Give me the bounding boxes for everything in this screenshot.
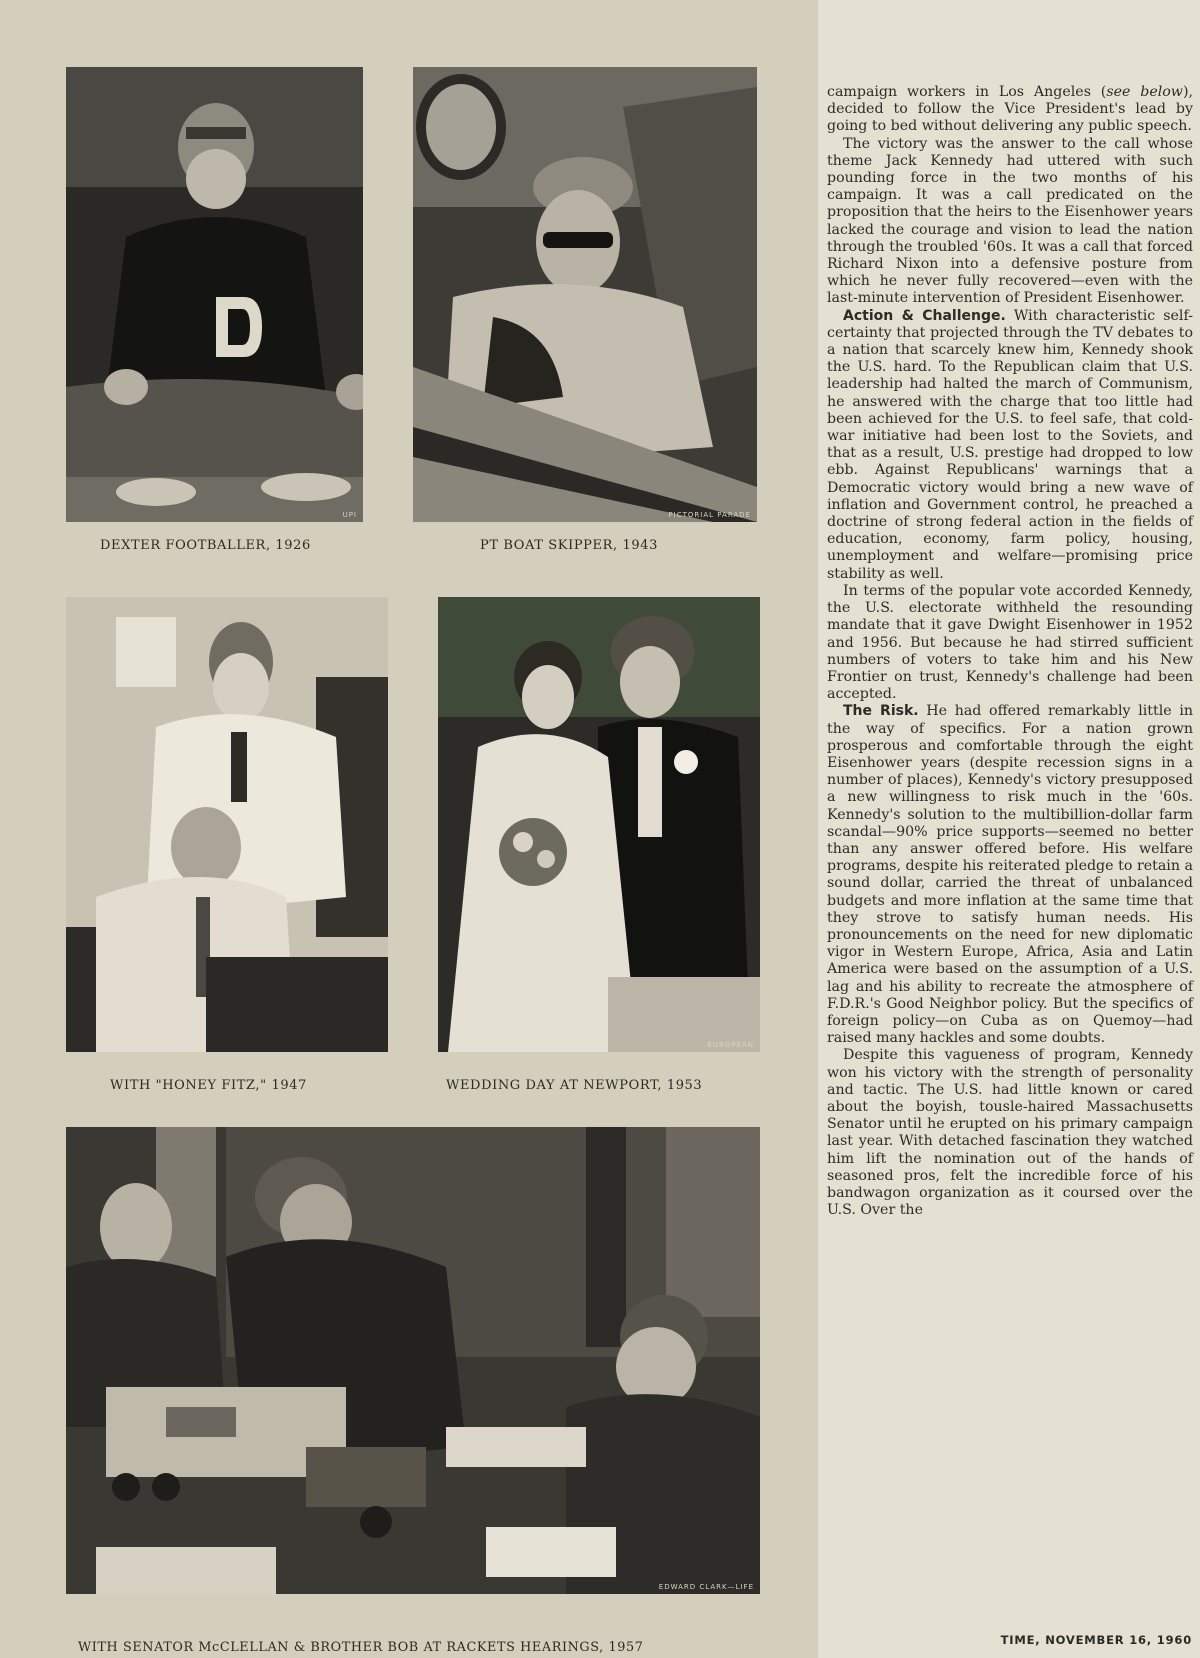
article-paragraph: campaign workers in Los Angeles (see below), decided to follow the Vice President's lead by going to bed without delivering any public speech. (827, 84, 1193, 135)
article-paragraph: In terms of the popular vote accorded Kennedy, the U.S. electorate withheld the resounding mandate that it gave Dwight Eisenhower in 1952 and 1956. But because he had stirred sufficient numbers of voters to take him and his New Frontier on trust, Kennedy's challenge had been accepted. (827, 582, 1193, 703)
caption-pt-boat-skipper: PT BOAT SKIPPER, 1943 (480, 538, 658, 553)
article-paragraph: Despite this vagueness of program, Kennedy won his victory with the strength of personality and tactic. The U.S. had little known or cared about the boyish, tousle-haired Massachusetts Senator until he erupted on his primary campaign last year. With detached fascination they watched him lift the nomination out of the hands of seasoned pros, felt the incredible force of his bandwagon organization as it coursed over the U.S. Over the (827, 1047, 1193, 1219)
photo-honey-fitz (66, 597, 388, 1052)
photo-credit: PICTORIAL PARADE (668, 511, 751, 519)
subhead-the-risk: The Risk. (843, 703, 919, 720)
photo-credit: EUROPEAN (707, 1041, 754, 1049)
article-paragraph: Action & Challenge. With characteristic self-certainty that projected through the TV debates to a nation that scarcely knew him, Kennedy shook the U.S. hard. To the Republican claim that U.S. leadership had halted the march of Communism, he answered with the charge that too little had been achieved for the U.S. to feel safe, that cold-war initiative had been lost to the Soviets, and that as a result, U.S. prestige had dropped to low ebb. Against Republicans' warnings that a Democratic victory would bring a new wave of inflation and Government control, he preached a doctrine of strong federal action in the fields of education, economy, farm policy, housing, unemployment and welfare—promising price stability as well. (827, 307, 1193, 582)
article-paragraph: The victory was the answer to the call whose theme Jack Kennedy had uttered with such pounding force in the two months of his campaign. It was a call predicated on the proposition that the heirs to the Eisenhower years lacked the courage and vision to lead the nation through the troubled '60s. It was a call that forced Richard Nixon into a defensive posture from which he never fully recovered—even with the last-minute intervention of President Eisenhower. (827, 135, 1193, 307)
photo-rackets-hearings-image (66, 1127, 760, 1594)
photo-rackets-hearings (66, 1127, 760, 1594)
article-text (827, 84, 1193, 1219)
photo-dexter-footballer-image (66, 67, 363, 522)
page-footer: TIME, NOVEMBER 16, 1960 (1000, 1633, 1192, 1647)
caption-dexter-footballer: DEXTER FOOTBALLER, 1926 (100, 538, 311, 553)
photo-pt-boat-image (413, 67, 757, 522)
photo-credit: UPI (342, 511, 357, 519)
photo-wedding-image (438, 597, 760, 1052)
caption-honey-fitz: WITH "HONEY FITZ," 1947 (110, 1078, 307, 1093)
subhead-action-challenge: Action & Challenge. (843, 307, 1006, 324)
caption-rackets-hearings: WITH SENATOR McCLELLAN & BROTHER BOB AT RACKETS HEARINGS, 1957 (78, 1640, 644, 1655)
article-paragraph: The Risk. He had offered remarkably little in the way of specifics. For a nation grown prosperous and comfortable through the eight Eisenhower years (despite recession signs in a number of places), Kennedy's victory presupposed a new willingness to risk much in the '60s. Kennedy's solution to the multibillion-dollar farm scandal—90% price supports—seemed no better than any answer offered before. His welfare programs, despite his reiterated pledge to retain a sound dollar, carried the threat of unbalanced budgets and more inflation at the same time that they strove to satisfy human needs. His pronouncements on the need for new diplomatic vigor in Western Europe, Africa, Asia and Latin America were based on the assumption of a U.S. lag and his ability to recreate the atmosphere of F.D.R.'s Good Neighbor policy. But the specifics of foreign policy—on Cuba as on Quemoy—had raised many hackles and some doubts. (827, 703, 1193, 1047)
photo-credit: EDWARD CLARK—LIFE (658, 1583, 754, 1591)
photo-pt-boat-skipper (413, 67, 757, 522)
photo-wedding-day (438, 597, 760, 1052)
caption-wedding-day: WEDDING DAY AT NEWPORT, 1953 (446, 1078, 703, 1093)
photo-honey-fitz-image (66, 597, 388, 1052)
photo-dexter-footballer (66, 67, 363, 522)
